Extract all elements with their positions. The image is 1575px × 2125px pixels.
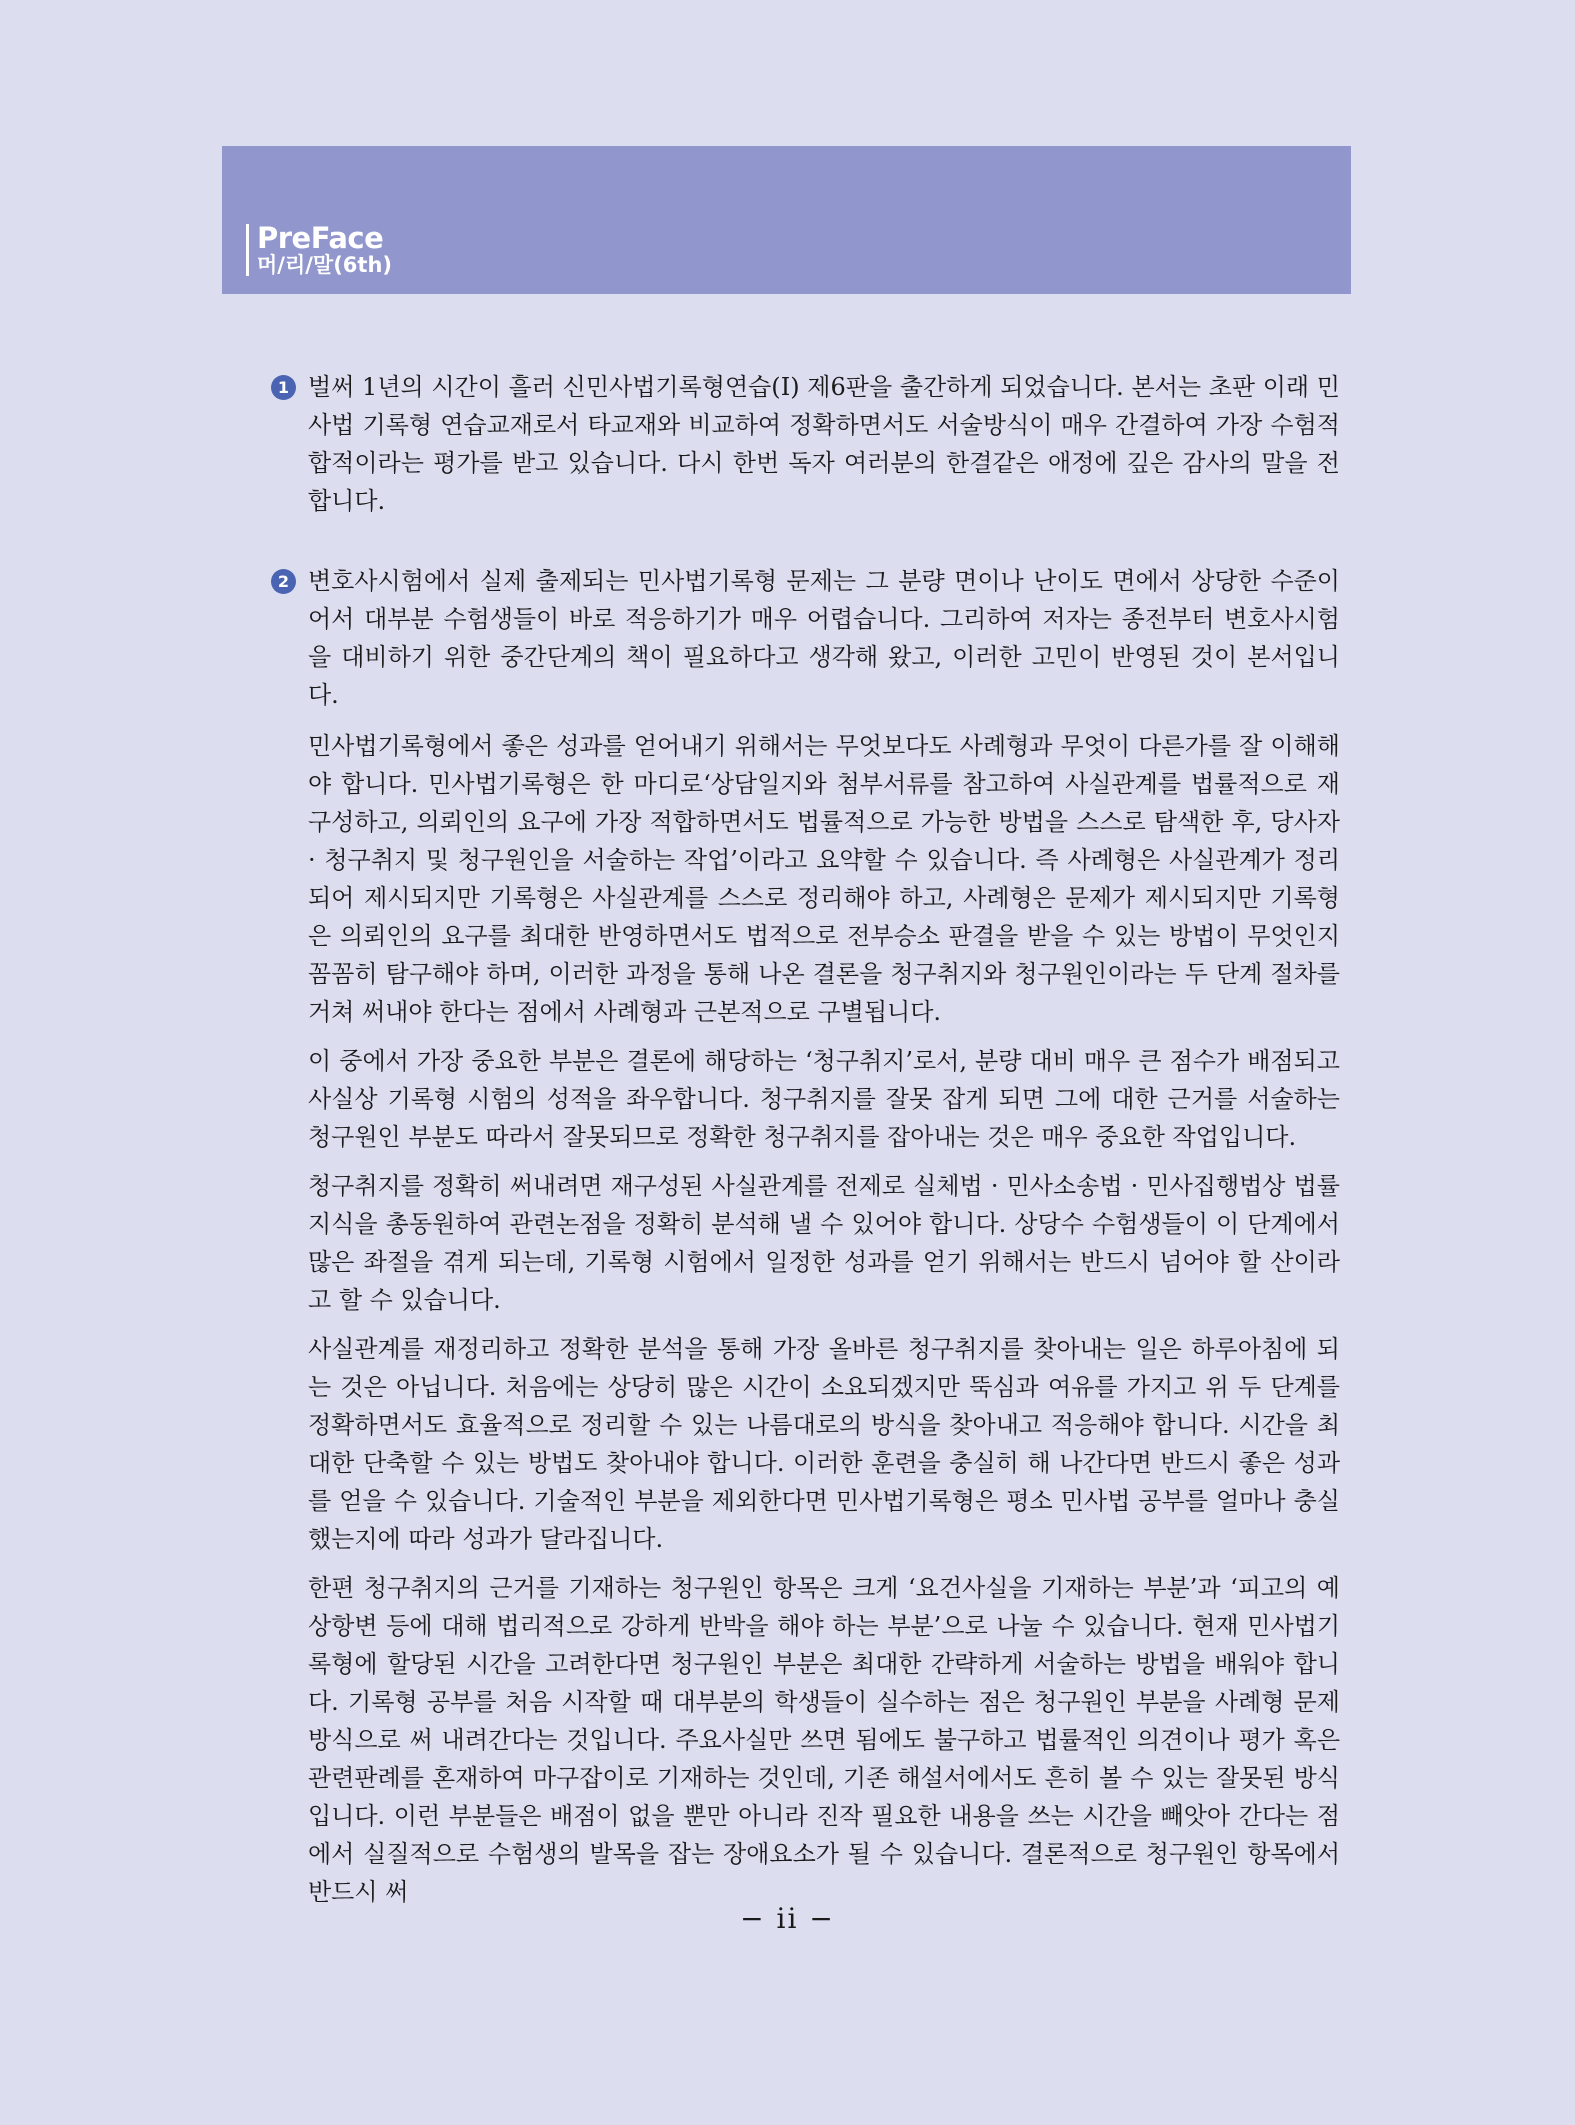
paragraph-text: 한편 청구취지의 근거를 기재하는 청구원인 항목은 크게 ‘요건사실을 기재하는 부분’과 ‘피고의 예상항변 등에 대해 법리적으로 강하게 반박을 해야 하는 부분’으로 나눌 수 있습니다. 현재 민사법기록형에 할당된 시간을 고려한다면 청구원인 부분은 최대한 간략하게 서술하는 방법을 배워야 합니다. 기록형 공부를 처음 시작할 때 대부분의 학생들이 실수하는 점은 청구원인 부분을 사례형 문제 방식으로 써 내려간다는 것입니다. 주요사실만 쓰면 됨에도 불구하고 법률적인 의견이나 평가 혹은 관련판례를 혼재하여 마구잡이로 기재하는 것인데, 기존 해설서에서도 흔히 볼 수 있는 잘못된 방식입니다. 이런 부분들은 배점이 없을 뿐만 아니라 진작 필요한 내용을 쓰는 시간을 빼앗아 간다는 점에서 실질적으로 수험생의 발목을 잡는 장애요소가 될 수 있습니다. 결론적으로 청구원인 항목에서 반드시 써 [308, 1574, 1340, 1906]
paragraph-5 [270, 1167, 1340, 1319]
paragraph-2 [270, 562, 1340, 714]
page-number: − ii − [740, 1902, 835, 1935]
header-band [222, 146, 1351, 294]
preface-body [270, 368, 1340, 1922]
paragraph-text: 사실관계를 재정리하고 정확한 분석을 통해 가장 올바른 청구취지를 찾아내는 일은 하루아침에 되는 것은 아닙니다. 처음에는 상당히 많은 시간이 소요되겠지만 뚝심과 여유를 가지고 위 두 단계를 정확하면서도 효율적으로 정리할 수 있는 나름대로의 방식을 찾아내고 적응해야 합니다. 시간을 최대한 단축할 수 있는 방법도 찾아내야 합니다. 이러한 훈련을 충실히 해 나간다면 반드시 좋은 성과를 얻을 수 있습니다. 기술적인 부분을 제외한다면 민사법기록형은 평소 민사법 공부를 얼마나 충실했는지에 따라 성과가 달라집니다. [308, 1335, 1340, 1553]
paragraph-6 [270, 1330, 1340, 1558]
number-badge-1: 1 [271, 375, 296, 400]
paragraph-7 [270, 1569, 1340, 1911]
paragraph-4 [270, 1042, 1340, 1156]
paragraph-text: 민사법기록형에서 좋은 성과를 얻어내기 위해서는 무엇보다도 사례형과 무엇이 다른가를 잘 이해해야 합니다. 민사법기록형은 한 마디로‘상담일지와 첨부서류를 참고하여 사실관계를 법률적으로 재구성하고, 의뢰인의 요구에 가장 적합하면서도 법률적으로 가능한 방법을 스스로 탐색한 후, 당사자 · 청구취지 및 청구원인을 서술하는 작업’이라고 요약할 수 있습니다. 즉 사례형은 사실관계가 정리되어 제시되지만 기록형은 사실관계를 스스로 정리해야 하고, 사례형은 문제가 제시되지만 기록형은 의뢰인의 요구를 최대한 반영하면서도 법적으로 전부승소 판결을 받을 수 있는 방법이 무엇인지 꼼꼼히 탐구해야 하며, 이러한 과정을 통해 나온 결론을 청구취지와 청구원인이라는 두 단계 절차를 거쳐 써내야 한다는 점에서 사례형과 근본적으로 구별됩니다. [308, 732, 1340, 1026]
paragraph-text: 이 중에서 가장 중요한 부분은 결론에 해당하는 ‘청구취지’로서, 분량 대비 매우 큰 점수가 배점되고 사실상 기록형 시험의 성적을 좌우합니다. 청구취지를 잘못 잡게 되면 그에 대한 근거를 서술하는 청구원인 부분도 따라서 잘못되므로 정확한 청구취지를 잡아내는 것은 매우 중요한 작업입니다. [308, 1047, 1340, 1151]
paragraph-text: 변호사시험에서 실제 출제되는 민사법기록형 문제는 그 분량 면이나 난이도 면에서 상당한 수준이어서 대부분 수험생들이 바로 적응하기가 매우 어렵습니다. 그리하여 저자는 종전부터 변호사시험을 대비하기 위한 중간단계의 책이 필요하다고 생각해 왔고, 이러한 고민이 반영된 것이 본서입니다. [308, 567, 1340, 709]
number-badge-2: 2 [271, 569, 296, 594]
section-title [246, 221, 392, 277]
paragraph-text: 청구취지를 정확히 써내려면 재구성된 사실관계를 전제로 실체법 · 민사소송법 · 민사집행법상 법률지식을 총동원하여 관련논점을 정확히 분석해 낼 수 있어야 합니다. 상당수 수험생들이 이 단계에서 많은 좌절을 겪게 되는데, 기록형 시험에서 일정한 성과를 얻기 위해서는 반드시 넘어야 할 산이라고 할 수 있습니다. [308, 1172, 1340, 1314]
paragraph-text: 벌써 1년의 시간이 흘러 신민사법기록형연습(Ⅰ) 제6판을 출간하게 되었습니다. 본서는 초판 이래 민사법 기록형 연습교재로서 타교재와 비교하여 정확하면서도 서술방식이 매우 간결하여 가장 수험적합적이라는 평가를 받고 있습니다. 다시 한번 독자 여러분의 한결같은 애정에 깊은 감사의 말을 전합니다. [308, 373, 1340, 515]
title-korean: 머/리/말(6th) [257, 253, 392, 277]
paragraph-1 [270, 368, 1340, 520]
paragraph-3 [270, 727, 1340, 1031]
title-english: PreFace [257, 221, 384, 255]
